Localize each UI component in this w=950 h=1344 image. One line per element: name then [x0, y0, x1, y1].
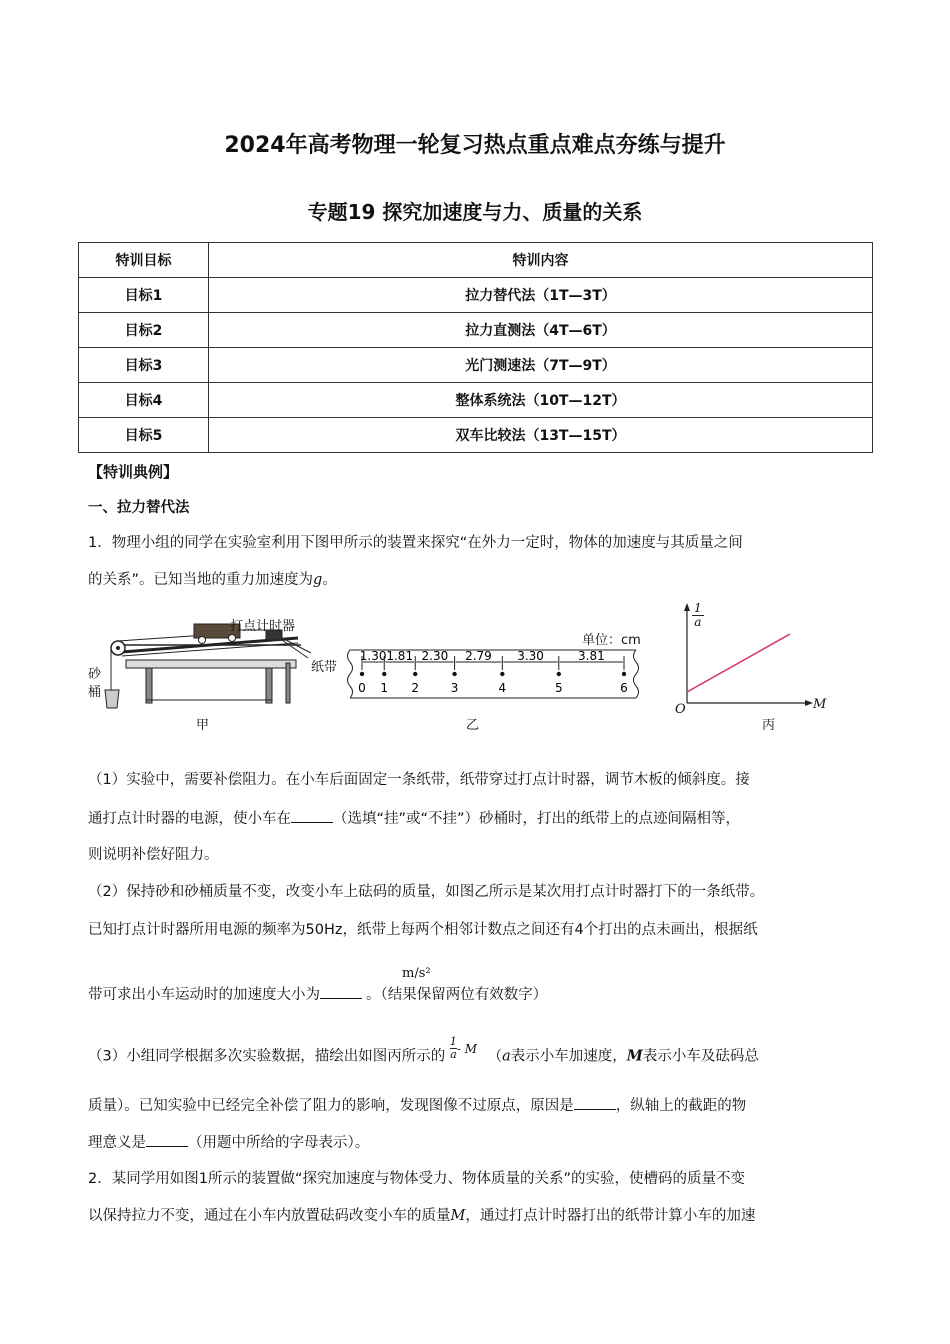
tape-point-label: 5: [554, 681, 563, 695]
page-subtitle: 专题19 探究加速度与力、质量的关系: [307, 200, 643, 224]
q1-part1-line3: 则说明补偿好阻力。: [88, 847, 219, 863]
tape-segment-label: 3.30: [517, 649, 544, 663]
tape-segment-label: 3.81: [578, 649, 605, 663]
tape-segment-label: 2.79: [465, 649, 492, 663]
section-heading: 【特训典例】: [88, 463, 179, 481]
tape-segment-label: 2.30: [421, 649, 449, 663]
answer-blank: [574, 1095, 616, 1110]
table-row: [79, 418, 873, 453]
q1-line1: 1．物理小组的同学在实验室利用下图甲所示的装置来探究“在外力一定时，物体的加速度与其质量之间: [88, 535, 743, 551]
tape-point: [382, 672, 386, 676]
q1-part2-line1: （2）保持砂和砂桶质量不变，改变小车上砝码的质量，如图乙所示是某次用打点计时器打下的一条纸带。: [88, 884, 765, 900]
figure-yi-label: 乙: [466, 718, 480, 733]
answer-blank: [291, 808, 333, 823]
table-cell: 拉力直测法（4T—6T）: [209, 313, 873, 348]
table-cell: 双车比较法（13T—15T）: [209, 418, 873, 453]
q1-part1-line1: （1）实验中，需要补偿阻力。在小车后面固定一条纸带，纸带穿过打点计时器，调节木板的倾斜度。接: [88, 772, 750, 788]
table-cell: 拉力替代法（1T—3T）: [209, 278, 873, 313]
table-header-cell: 特训内容: [209, 243, 873, 278]
tape-point-label: 0: [358, 681, 366, 695]
graph-x-axis-label: M: [813, 697, 827, 712]
answer-blank: [146, 1132, 188, 1147]
tape-point-label: 6: [620, 681, 628, 695]
tape-segment-label: 1.81: [386, 649, 414, 663]
tape-point-label: 2: [411, 681, 420, 695]
q1-part2-line2: 已知打点计时器所用电源的频率为50Hz，纸带上每两个相邻计数点之间还有4个打出的点未画出，根据纸: [88, 922, 758, 938]
tape-segment-label: 1.30: [359, 649, 387, 663]
table-row: [79, 278, 873, 313]
figure-bing-label: 丙: [762, 718, 776, 733]
q2-line1: 2．某同学用如图1所示的装置做“探究加速度与物体受力、物体质量的关系”的实验，使槽码的质量不变: [88, 1171, 745, 1187]
q1-part2-line3: 带可求出小车运动时的加速度大小为 。（结果保留两位有效数字）: [88, 984, 547, 1005]
part-title: 一、拉力替代法: [88, 500, 190, 516]
goals-table: [78, 242, 873, 453]
tape-point: [452, 672, 456, 676]
tape-point-label: 4: [498, 681, 507, 695]
table-cell: 目标3: [79, 348, 209, 383]
tape-point: [360, 672, 364, 676]
q1-line2: 的关系”。已知当地的重力加速度为g。: [88, 572, 337, 588]
graph-origin-label: O: [675, 702, 686, 717]
table-cell: 光门测速法（7T—9T）: [209, 348, 873, 383]
graph-data-line: [687, 634, 790, 692]
q1-part3-line3: 理意义是 （用题中所给的字母表示）。: [88, 1132, 369, 1153]
q1-part3-line2: 质量）。已知实验中已经完全补偿了阻力的影响，发现图像不过原点，原因是 ，纵轴上的截距的物: [88, 1095, 746, 1116]
tape-point-label: 3: [450, 681, 459, 695]
tape-point-label: 1: [380, 681, 389, 695]
figure-jia-label: 甲: [196, 718, 210, 733]
tape-unit: 单位：cm: [582, 633, 641, 648]
table-cell: 整体系统法（10T—12T）: [209, 383, 873, 418]
table-cell: 目标5: [79, 418, 209, 453]
table-row: [79, 383, 873, 418]
table-row: [79, 348, 873, 383]
tape-point: [413, 672, 417, 676]
page-title: 2024年高考物理一轮复习热点重点难点夯练与提升: [224, 133, 726, 158]
tape-point: [557, 672, 561, 676]
q1-part3-line1: （3）小组同学根据多次实验数据，描绘出如图丙所示的 $\frac{1}{a}$ $^{- M}$ （a表示小车加速度，M表示小车及砝码总: [88, 1035, 759, 1065]
table-header-row: [79, 243, 873, 278]
answer-blank: [320, 984, 362, 999]
bucket-label: 砂 桶: [88, 667, 102, 700]
q2-line2: 以保持拉力不变，通过在小车内放置砝码改变小车的质量M，通过打点计时器打出的纸带计算小车的加速: [88, 1208, 756, 1224]
tape-label: 纸带: [311, 660, 338, 675]
table-cell: 目标2: [79, 313, 209, 348]
tape-point: [622, 672, 626, 676]
q1-part1-line2: 通打点计时器的电源，使小车在 （选填“挂”或“不挂”）砂桶时，打出的纸带上的点迹间隔相等，: [88, 808, 740, 829]
table-header-cell: 特训目标: [79, 243, 209, 278]
table-cell: 目标4: [79, 383, 209, 418]
graph-y-axis-label: 1 a: [694, 601, 702, 629]
q1-part2-unit: m/s²: [402, 966, 431, 981]
table-row: [79, 313, 873, 348]
table-cell: 目标1: [79, 278, 209, 313]
tape-point: [500, 672, 504, 676]
timer-label: 打点计时器: [230, 619, 296, 634]
